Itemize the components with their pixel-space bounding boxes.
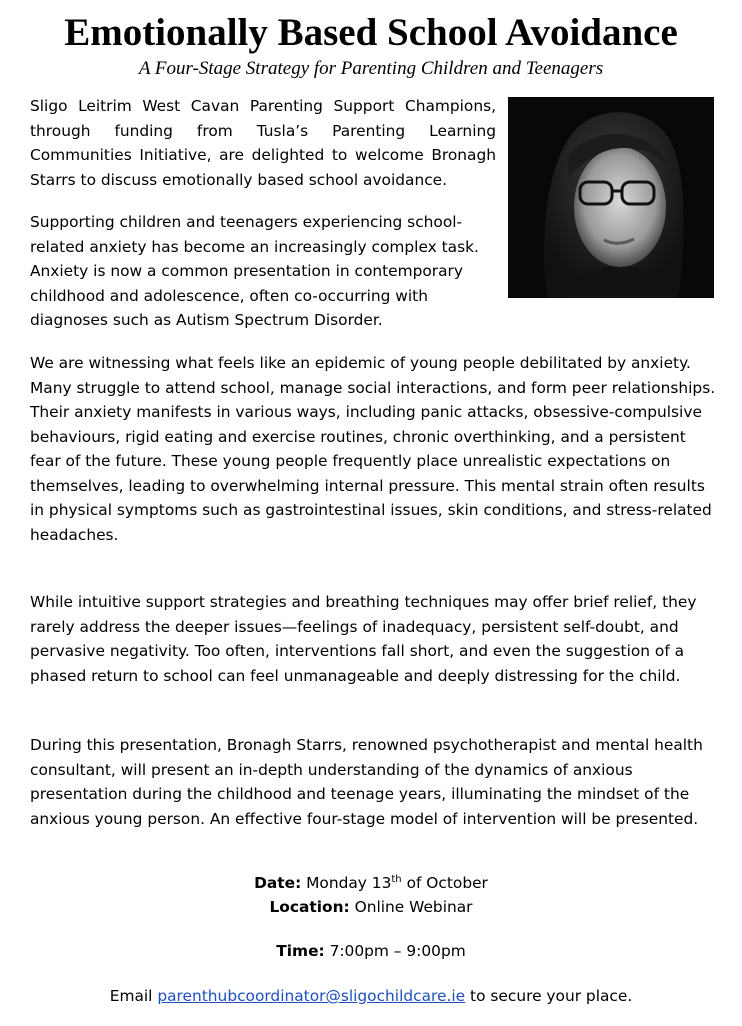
- contact-line: [0, 984, 742, 1008]
- presentation-paragraph: During this presentation, Bronagh Starrs, renowned psychotherapist and mental health consultant, will present an in-depth understanding of the dynamics of anxious presentation during the childhood and teenage years, illuminating the mindset of the anxious young person. An effective four-stage model of intervention will be presented.: [30, 736, 703, 828]
- intro-paragraph: Sligo Leitrim West Cavan Parenting Support Champions, through funding from Tusla’s Parenting Learning Communities Initiative, are delighted to welcome Bronagh Starrs to discuss emotionally based school avoidance.: [30, 97, 496, 189]
- date-value-pre: Monday 13: [306, 874, 392, 892]
- page-title: Emotionally Based School Avoidance: [64, 11, 678, 54]
- event-time: [0, 939, 742, 963]
- date-value-post: of October: [406, 874, 488, 892]
- time-value: 7:00pm – 9:00pm: [329, 942, 466, 960]
- anxiety-context-paragraph: Supporting children and teenagers experiencing school-related anxiety has become an increasingly complex task. Anxiety is now a common presentation in contemporary childhood and adolescence, often co-occurring with diagnoses such as Autism Spectrum Disorder.: [30, 213, 479, 329]
- time-label: Time:: [276, 942, 325, 960]
- portrait-graphic: [508, 97, 714, 298]
- page-subtitle: A Four-Stage Strategy for Parenting Children and Teenagers: [138, 58, 604, 79]
- location-label: Location:: [269, 898, 350, 916]
- support-strategies-paragraph: While intuitive support strategies and breathing techniques may offer brief relief, they rarely address the deeper issues—feelings of inadequacy, persistent self-doubt, and pervasive negativity. Too often, interventions fall short, and even the suggestion of a phased return to school can feel unmanageable and deeply distressing for the child.: [30, 593, 697, 685]
- event-date: [0, 871, 742, 895]
- contact-suffix: to secure your place.: [470, 987, 633, 1005]
- contact-prefix: Email: [109, 987, 153, 1005]
- epidemic-paragraph: We are witnessing what feels like an epidemic of young people debilitated by anxiety. Many struggle to attend school, manage social interactions, and form peer relationships. Their anxiety manifests in various ways, including panic attacks, obsessive-compulsive behaviours, rigid eating and exercise routines, chronic overthinking, and a persistent fear of the future. These young people frequently place unrealistic expectations on themselves, leading to overwhelming internal pressure. This mental strain often results in physical symptoms such as gastrointestinal issues, skin conditions, and stress-related headaches.: [30, 354, 716, 544]
- speaker-portrait-icon: [508, 97, 714, 298]
- location-value: Online Webinar: [354, 898, 473, 916]
- event-location: [0, 895, 742, 919]
- email-link[interactable]: parenthubcoordinator@sligochildcare.ie: [157, 987, 466, 1005]
- date-label: Date:: [254, 874, 302, 892]
- date-value-suffix: th: [391, 873, 402, 885]
